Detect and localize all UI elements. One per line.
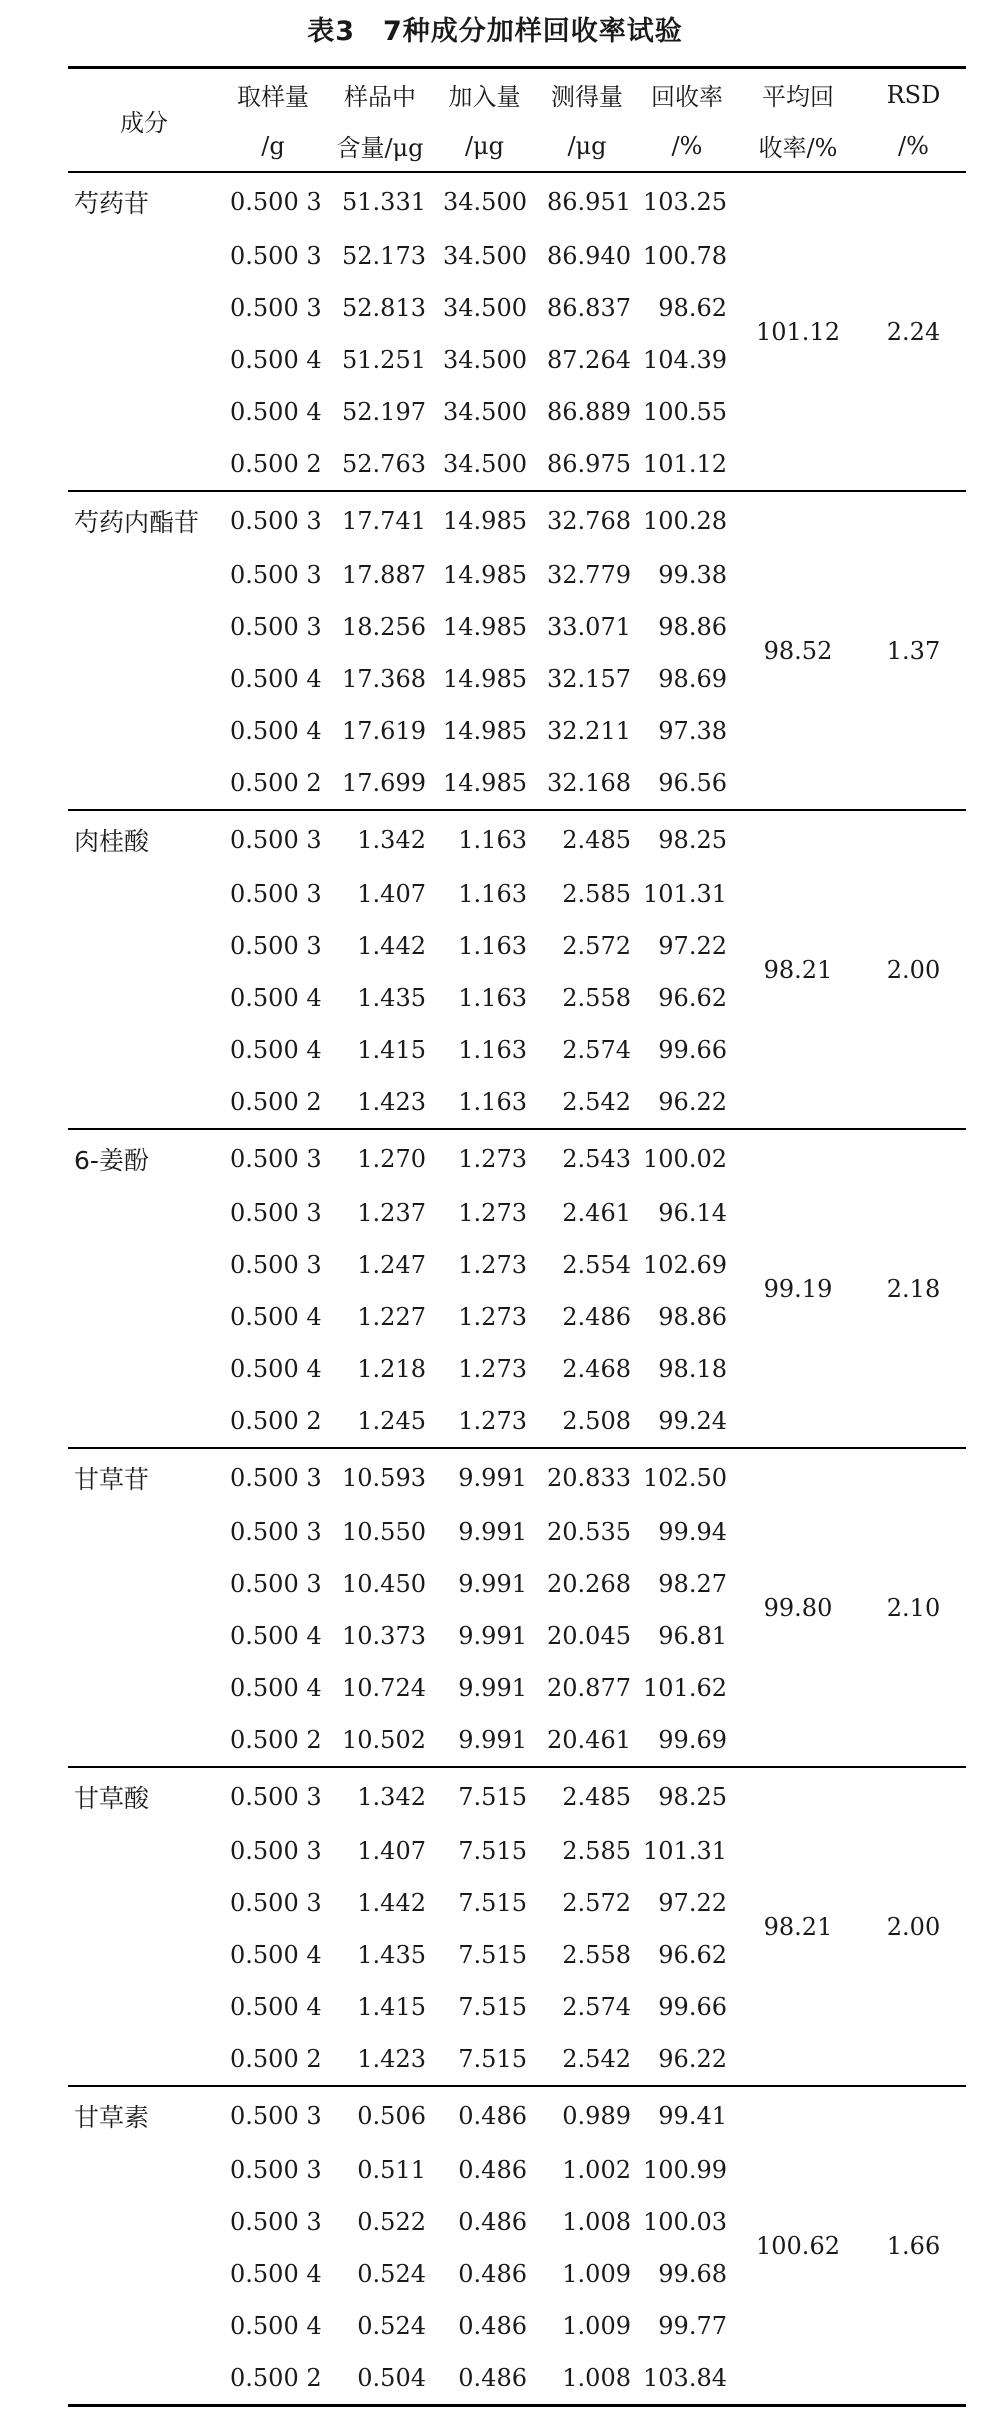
added-cell: 9.991: [458, 1570, 527, 1598]
sample-mass-cell: 0.500 3: [230, 506, 322, 535]
sample-mass-cell: 0.500 4: [230, 665, 322, 693]
content-cell: 10.373: [342, 1622, 426, 1650]
component-name: 肉桂酸: [74, 826, 150, 856]
sample-mass-cell: 0.500 3: [230, 1518, 322, 1546]
recovery-cell: 98.25: [658, 1782, 727, 1811]
found-cell: 20.535: [547, 1518, 631, 1546]
found-cell: 20.877: [547, 1674, 631, 1702]
content-cell: 1.407: [357, 1837, 426, 1865]
content-cell: 1.237: [357, 1199, 426, 1227]
added-cell: 0.486: [458, 2208, 527, 2236]
recovery-cell: 99.24: [639, 1395, 735, 1448]
recovery-cell: 98.27: [658, 1570, 727, 1598]
added-cell: 34.500: [443, 242, 527, 270]
recovery-cell: 99.77: [658, 2312, 727, 2340]
sample-mass-cell: 0.500 3: [230, 1144, 322, 1173]
sample-mass-cell: 0.500 4: [230, 2312, 322, 2340]
found-cell: 1.008: [535, 2352, 639, 2406]
recovery-cell: 99.66: [658, 1036, 727, 1064]
content-cell: 10.502: [326, 1714, 434, 1767]
content-cell: 0.522: [357, 2208, 426, 2236]
component-name-empty: [68, 334, 220, 386]
component-name-empty: [68, 920, 220, 972]
added-cell: 14.985: [434, 757, 535, 810]
found-cell: 2.554: [562, 1251, 631, 1279]
sample-mass-cell: 0.500 2: [220, 2352, 326, 2406]
found-cell: 86.951: [547, 187, 631, 216]
added-cell: 1.163: [458, 825, 527, 854]
content-cell: 18.256: [342, 613, 426, 641]
found-cell: 2.485: [562, 1782, 631, 1811]
sample-mass-cell: 0.500 3: [230, 561, 322, 589]
added-cell: 34.500: [434, 438, 535, 491]
component-name-empty: [68, 549, 220, 601]
header-mean-recovery-line2: 收率/%: [735, 120, 861, 172]
recovery-cell: 103.25: [643, 187, 727, 216]
table-row: [68, 1767, 966, 1825]
mean-recovery-cell: 101.12: [735, 172, 861, 491]
content-cell: 0.524: [357, 2312, 426, 2340]
sample-mass-cell: 0.500 4: [230, 2260, 322, 2288]
content-cell: 1.415: [357, 1036, 426, 1064]
mean-recovery-cell: 100.62: [735, 2086, 861, 2406]
header-added-line2: /μg: [434, 120, 535, 172]
content-cell: 1.415: [357, 1993, 426, 2021]
component-name-empty: [68, 1187, 220, 1239]
added-cell: 1.273: [458, 1303, 527, 1331]
component-name-empty: [68, 2248, 220, 2300]
recovery-cell: 100.55: [643, 398, 727, 426]
recovery-cell: 98.86: [658, 1303, 727, 1331]
recovery-cell: 99.68: [658, 2260, 727, 2288]
sample-mass-cell: 0.500 3: [230, 242, 322, 270]
sample-mass-cell: 0.500 3: [230, 1199, 322, 1227]
mean-recovery-cell: 98.21: [735, 1767, 861, 2086]
component-name-empty: [68, 386, 220, 438]
header-found-line2: /μg: [535, 120, 639, 172]
sample-mass-cell: 0.500 4: [230, 1993, 322, 2021]
content-cell: 1.247: [357, 1251, 426, 1279]
component-name-empty: [68, 230, 220, 282]
header-recovery-line2: /%: [639, 120, 735, 172]
recovery-cell: 101.31: [643, 1837, 727, 1865]
recovery-cell: 98.18: [658, 1355, 727, 1383]
found-cell: 2.468: [562, 1355, 631, 1383]
content-cell: 1.342: [357, 1782, 426, 1811]
sample-mass-cell: 0.500 3: [230, 1463, 322, 1492]
table-row: [68, 1448, 966, 1506]
added-cell: 1.163: [458, 932, 527, 960]
mean-recovery-cell: 98.52: [735, 491, 861, 810]
rsd-cell: 2.24: [861, 172, 966, 491]
sample-mass-cell: 0.500 3: [230, 932, 322, 960]
header-mean-recovery-line1: 平均回: [735, 68, 861, 121]
content-cell: 0.506: [357, 2101, 426, 2130]
found-cell: 32.157: [547, 665, 631, 693]
added-cell: 34.500: [443, 398, 527, 426]
content-cell: 52.763: [326, 438, 434, 491]
component-name-empty: [68, 1395, 220, 1448]
content-cell: 17.619: [342, 717, 426, 745]
recovery-cell: 101.31: [643, 880, 727, 908]
recovery-cell: 96.22: [639, 1076, 735, 1129]
found-cell: 2.558: [562, 984, 631, 1012]
component-name-empty: [68, 1558, 220, 1610]
found-cell: 2.558: [562, 1941, 631, 1969]
component-name-empty: [68, 972, 220, 1024]
found-cell: 1.009: [562, 2312, 631, 2340]
rsd-cell: 2.00: [861, 1767, 966, 2086]
sample-mass-cell: 0.500 3: [230, 2208, 322, 2236]
sample-mass-cell: 0.500 3: [230, 880, 322, 908]
found-cell: 2.585: [562, 1837, 631, 1865]
found-cell: 20.268: [547, 1570, 631, 1598]
content-cell: 51.251: [342, 346, 426, 374]
header-component: 成分: [68, 68, 220, 173]
added-cell: 1.163: [434, 1076, 535, 1129]
added-cell: 7.515: [458, 1837, 527, 1865]
added-cell: 14.985: [443, 561, 527, 589]
content-cell: 10.724: [342, 1674, 426, 1702]
added-cell: 34.500: [443, 294, 527, 322]
component-name-empty: [68, 438, 220, 491]
added-cell: 1.273: [458, 1355, 527, 1383]
rsd-cell: 2.10: [861, 1448, 966, 1767]
component-name-empty: [68, 601, 220, 653]
added-cell: 1.163: [458, 1036, 527, 1064]
mean-recovery-cell: 99.80: [735, 1448, 861, 1767]
sample-mass-cell: 0.500 2: [220, 1714, 326, 1767]
recovery-cell: 100.28: [643, 506, 727, 535]
recovery-cell: 100.03: [643, 2208, 727, 2236]
component-name-empty: [68, 1877, 220, 1929]
content-cell: 10.450: [342, 1570, 426, 1598]
header-content-line1: 样品中: [326, 68, 434, 121]
sample-mass-cell: 0.500 4: [230, 1355, 322, 1383]
content-cell: 51.331: [342, 187, 426, 216]
found-cell: 32.211: [547, 717, 631, 745]
recovery-cell: 97.22: [658, 932, 727, 960]
header-sample-mass-line2: /g: [220, 120, 326, 172]
found-cell: 86.975: [535, 438, 639, 491]
sample-mass-cell: 0.500 4: [230, 717, 322, 745]
added-cell: 7.515: [434, 2033, 535, 2086]
found-cell: 0.989: [562, 2101, 631, 2130]
found-cell: 2.542: [535, 1076, 639, 1129]
added-cell: 7.515: [458, 1941, 527, 1969]
recovery-table: [68, 66, 966, 2407]
mean-recovery-cell: 98.21: [735, 810, 861, 1129]
sample-mass-cell: 0.500 3: [230, 1889, 322, 1917]
content-cell: 0.504: [326, 2352, 434, 2406]
added-cell: 1.163: [458, 880, 527, 908]
content-cell: 17.887: [342, 561, 426, 589]
sample-mass-cell: 0.500 3: [230, 1837, 322, 1865]
content-cell: 1.442: [357, 932, 426, 960]
found-cell: 2.508: [535, 1395, 639, 1448]
recovery-cell: 97.38: [658, 717, 727, 745]
found-cell: 2.542: [535, 2033, 639, 2086]
rsd-cell: 1.37: [861, 491, 966, 810]
sample-mass-cell: 0.500 3: [230, 294, 322, 322]
recovery-cell: 99.66: [658, 1993, 727, 2021]
sample-mass-cell: 0.500 4: [230, 346, 322, 374]
recovery-cell: 97.22: [658, 1889, 727, 1917]
table-row: [68, 810, 966, 868]
found-cell: 2.574: [562, 1993, 631, 2021]
sample-mass-cell: 0.500 4: [230, 1622, 322, 1650]
added-cell: 9.991: [434, 1714, 535, 1767]
component-name-empty: [68, 1239, 220, 1291]
content-cell: 17.699: [326, 757, 434, 810]
content-cell: 1.423: [326, 1076, 434, 1129]
found-cell: 20.461: [535, 1714, 639, 1767]
sample-mass-cell: 0.500 2: [220, 2033, 326, 2086]
found-cell: 87.264: [547, 346, 631, 374]
header-recovery-line1: 回收率: [639, 68, 735, 121]
recovery-cell: 102.69: [643, 1251, 727, 1279]
sample-mass-cell: 0.500 4: [230, 398, 322, 426]
table-header: [68, 68, 966, 173]
sample-mass-cell: 0.500 2: [220, 1395, 326, 1448]
recovery-cell: 104.39: [643, 346, 727, 374]
found-cell: 32.168: [535, 757, 639, 810]
recovery-cell: 96.22: [639, 2033, 735, 2086]
recovery-cell: 98.25: [658, 825, 727, 854]
found-cell: 33.071: [547, 613, 631, 641]
component-name-empty: [68, 1024, 220, 1076]
content-cell: 52.197: [342, 398, 426, 426]
component-name-empty: [68, 1506, 220, 1558]
recovery-cell: 96.14: [658, 1199, 727, 1227]
recovery-cell: 99.69: [639, 1714, 735, 1767]
table-row: [68, 491, 966, 549]
added-cell: 0.486: [458, 2260, 527, 2288]
found-cell: 32.768: [547, 506, 631, 535]
added-cell: 0.486: [458, 2312, 527, 2340]
added-cell: 9.991: [458, 1518, 527, 1546]
recovery-cell: 99.41: [658, 2101, 727, 2130]
added-cell: 7.515: [458, 1782, 527, 1811]
component-name-empty: [68, 1714, 220, 1767]
content-cell: 17.741: [342, 506, 426, 535]
table-title: 表3 7种成分加样回收率试验: [307, 16, 683, 47]
sample-mass-cell: 0.500 4: [230, 1941, 322, 1969]
found-cell: 1.002: [562, 2156, 631, 2184]
added-cell: 1.273: [434, 1395, 535, 1448]
found-cell: 86.889: [547, 398, 631, 426]
component-name: 芍药苷: [74, 188, 150, 218]
component-name-empty: [68, 282, 220, 334]
recovery-cell: 100.99: [643, 2156, 727, 2184]
recovery-cell: 96.62: [658, 1941, 727, 1969]
component-name: 甘草素: [74, 2102, 150, 2132]
recovery-cell: 96.56: [639, 757, 735, 810]
sample-mass-cell: 0.500 3: [230, 1782, 322, 1811]
found-cell: 2.572: [562, 1889, 631, 1917]
rsd-cell: 2.18: [861, 1129, 966, 1448]
sample-mass-cell: 0.500 3: [230, 2156, 322, 2184]
component-name-empty: [68, 2300, 220, 2352]
sample-mass-cell: 0.500 4: [230, 984, 322, 1012]
found-cell: 2.486: [562, 1303, 631, 1331]
added-cell: 0.486: [458, 2101, 527, 2130]
component-name: 芍药内酯苷: [74, 507, 200, 537]
found-cell: 20.833: [547, 1463, 631, 1492]
component-name-empty: [68, 1343, 220, 1395]
recovery-cell: 99.94: [658, 1518, 727, 1546]
content-cell: 10.593: [342, 1463, 426, 1492]
content-cell: 1.227: [357, 1303, 426, 1331]
header-added-line1: 加入量: [434, 68, 535, 121]
added-cell: 9.991: [458, 1674, 527, 1702]
recovery-cell: 99.38: [658, 561, 727, 589]
recovery-cell: 103.84: [639, 2352, 735, 2406]
sample-mass-cell: 0.500 4: [230, 1674, 322, 1702]
component-name-empty: [68, 757, 220, 810]
recovery-cell: 101.12: [639, 438, 735, 491]
added-cell: 0.486: [458, 2156, 527, 2184]
rsd-cell: 1.66: [861, 2086, 966, 2406]
component-name: 甘草苷: [74, 1464, 150, 1494]
found-cell: 2.572: [562, 932, 631, 960]
component-name-empty: [68, 2033, 220, 2086]
content-cell: 1.423: [326, 2033, 434, 2086]
sample-mass-cell: 0.500 3: [230, 613, 322, 641]
component-name: 6-姜酚: [74, 1145, 149, 1175]
recovery-cell: 100.02: [643, 1144, 727, 1173]
sample-mass-cell: 0.500 2: [220, 1076, 326, 1129]
recovery-cell: 96.81: [658, 1622, 727, 1650]
added-cell: 1.273: [458, 1199, 527, 1227]
added-cell: 7.515: [458, 1993, 527, 2021]
component-name-empty: [68, 1610, 220, 1662]
content-cell: 52.173: [342, 242, 426, 270]
component-name-empty: [68, 2144, 220, 2196]
content-cell: 1.270: [357, 1144, 426, 1173]
component-name-empty: [68, 1291, 220, 1343]
found-cell: 32.779: [547, 561, 631, 589]
content-cell: 1.435: [357, 984, 426, 1012]
sample-mass-cell: 0.500 3: [230, 2101, 322, 2130]
found-cell: 1.008: [562, 2208, 631, 2236]
component-name-empty: [68, 1929, 220, 1981]
found-cell: 86.940: [547, 242, 631, 270]
content-cell: 1.218: [357, 1355, 426, 1383]
added-cell: 1.273: [458, 1144, 527, 1173]
sample-mass-cell: 0.500 2: [220, 438, 326, 491]
recovery-cell: 98.69: [658, 665, 727, 693]
component-name-empty: [68, 2196, 220, 2248]
header-rsd-line1: RSD: [861, 68, 966, 121]
content-cell: 0.511: [357, 2156, 426, 2184]
added-cell: 14.985: [443, 613, 527, 641]
header-found-line1: 测得量: [535, 68, 639, 121]
found-cell: 1.009: [562, 2260, 631, 2288]
found-cell: 2.543: [562, 1144, 631, 1173]
sample-mass-cell: 0.500 4: [230, 1303, 322, 1331]
found-cell: 20.045: [547, 1622, 631, 1650]
content-cell: 1.442: [357, 1889, 426, 1917]
found-cell: 2.574: [562, 1036, 631, 1064]
header-content-line2: 含量/μg: [326, 120, 434, 172]
sample-mass-cell: 0.500 3: [230, 825, 322, 854]
sample-mass-cell: 0.500 4: [230, 1036, 322, 1064]
table-row: [68, 2086, 966, 2144]
added-cell: 34.500: [443, 187, 527, 216]
added-cell: 0.486: [434, 2352, 535, 2406]
content-cell: 52.813: [342, 294, 426, 322]
found-cell: 86.837: [547, 294, 631, 322]
table-row: [68, 172, 966, 230]
content-cell: 1.435: [357, 1941, 426, 1969]
added-cell: 7.515: [458, 1889, 527, 1917]
added-cell: 14.985: [443, 717, 527, 745]
sample-mass-cell: 0.500 3: [230, 187, 322, 216]
added-cell: 34.500: [443, 346, 527, 374]
component-name-empty: [68, 1662, 220, 1714]
added-cell: 9.991: [458, 1622, 527, 1650]
added-cell: 1.163: [458, 984, 527, 1012]
added-cell: 14.985: [443, 665, 527, 693]
recovery-cell: 100.78: [643, 242, 727, 270]
component-name-empty: [68, 653, 220, 705]
content-cell: 1.342: [357, 825, 426, 854]
recovery-cell: 96.62: [658, 984, 727, 1012]
sample-mass-cell: 0.500 3: [230, 1251, 322, 1279]
found-cell: 2.585: [562, 880, 631, 908]
header-sample-mass-line1: 取样量: [220, 68, 326, 121]
header-rsd-line2: /%: [861, 120, 966, 172]
found-cell: 2.461: [562, 1199, 631, 1227]
content-cell: 17.368: [342, 665, 426, 693]
rsd-cell: 2.00: [861, 810, 966, 1129]
found-cell: 2.485: [562, 825, 631, 854]
content-cell: 1.245: [326, 1395, 434, 1448]
added-cell: 1.273: [458, 1251, 527, 1279]
mean-recovery-cell: 99.19: [735, 1129, 861, 1448]
component-name-empty: [68, 705, 220, 757]
component-name-empty: [68, 1981, 220, 2033]
table-row: [68, 1129, 966, 1187]
recovery-cell: 98.86: [658, 613, 727, 641]
component-name-empty: [68, 2352, 220, 2406]
sample-mass-cell: 0.500 3: [230, 1570, 322, 1598]
recovery-cell: 98.62: [658, 294, 727, 322]
component-name: 甘草酸: [74, 1783, 150, 1813]
added-cell: 14.985: [443, 506, 527, 535]
recovery-cell: 102.50: [643, 1463, 727, 1492]
content-cell: 0.524: [357, 2260, 426, 2288]
content-cell: 10.550: [342, 1518, 426, 1546]
sample-mass-cell: 0.500 2: [220, 757, 326, 810]
component-name-empty: [68, 1825, 220, 1877]
content-cell: 1.407: [357, 880, 426, 908]
added-cell: 9.991: [458, 1463, 527, 1492]
component-name-empty: [68, 1076, 220, 1129]
table-body: [68, 172, 966, 2406]
component-name-empty: [68, 868, 220, 920]
recovery-cell: 101.62: [643, 1674, 727, 1702]
